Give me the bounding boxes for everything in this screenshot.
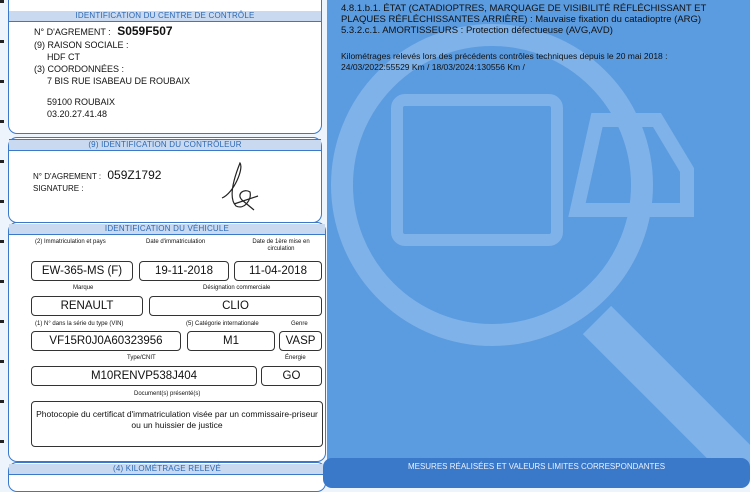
- km-history-line-2: 24/03/2022:55529 Km / 18/03/2024:130556 Km /: [341, 62, 525, 72]
- defects-list: [341, 3, 741, 36]
- controleur-agrement: [33, 168, 161, 182]
- kilometrage-header: (4) KILOMÉTRAGE RELEVÉ: [9, 464, 325, 475]
- genre-value: VASP: [279, 331, 322, 351]
- energie-label: Énergie: [285, 355, 306, 361]
- signature-label: SIGNATURE :: [33, 184, 84, 193]
- address-line2: 59100 ROUBAIX: [47, 97, 116, 107]
- vehicule-panel: [8, 222, 326, 462]
- date-immat-label: Date d'immatriculation: [146, 239, 206, 245]
- mesures-header: MESURES RÉALISÉES ET VALEURS LIMITES CORRESPONDANTES: [407, 462, 666, 471]
- address-line1: 7 BIS RUE ISABEAU DE ROUBAIX: [47, 76, 191, 86]
- date-circ-label: Date de 1ère mise en circulation: [252, 239, 310, 252]
- defect-line-1: 4.8.1.b.1. ÉTAT (CATADIOPTRES, MARQUAGE DE VISIBILITÉ RÉFLÉCHISSANT ET: [341, 3, 707, 14]
- centre-header: IDENTIFICATION DU CENTRE DE CONTRÔLE: [9, 11, 321, 22]
- controleur-agrement-value: 059Z1792: [107, 168, 162, 182]
- immat-label: (2) Immatriculation et pays: [35, 239, 106, 245]
- type-label: Type/CNIT: [127, 355, 156, 361]
- energie-value: GO: [261, 366, 322, 386]
- km-history-line-1: Kilométrages relevés lors des précédents contrôles techniques depuis le 20 mai 2018 :: [341, 51, 668, 61]
- marque-value: RENAULT: [31, 296, 143, 316]
- kilometrage-panel: [8, 462, 326, 492]
- centre-panel: [8, 0, 322, 134]
- raison-sociale-label: (9) RAISON SOCIALE :: [34, 40, 129, 50]
- date-immat-value: 19-11-2018: [139, 261, 229, 281]
- categorie-value: M1: [187, 331, 275, 351]
- vin-label: (1) N° dans la série du type (VIN): [35, 321, 124, 327]
- controleur-agrement-label: N° D'AGREMENT :: [33, 172, 102, 181]
- raison-sociale-value: HDF CT: [47, 52, 80, 62]
- defect-line-3: 5.3.2.c.1. AMORTISSEURS : Protection défectueuse (AVG,AVD): [341, 25, 613, 36]
- centre-agrement: [34, 24, 173, 38]
- centre-agrement-label: N° D'AGREMENT :: [34, 27, 111, 37]
- vehicule-header: IDENTIFICATION DU VÉHICULE: [9, 224, 325, 235]
- controleur-panel: [8, 137, 322, 223]
- km-history: [341, 51, 746, 73]
- date-circ-value: 11-04-2018: [234, 261, 322, 281]
- designation-value: CLIO: [149, 296, 322, 316]
- categorie-label: (5) Catégorie internationale: [186, 321, 259, 327]
- genre-label: Genre: [291, 321, 308, 327]
- mesures-panel: [323, 458, 750, 488]
- defects-panel: [327, 0, 750, 470]
- centre-agrement-value: S059F507: [117, 24, 173, 38]
- controleur-header: (9) IDENTIFICATION DU CONTRÔLEUR: [9, 139, 321, 151]
- documents-value: Photocopie du certificat d'immatriculation visée par un commissaire-priseur ou un huissier de justice: [31, 401, 323, 447]
- signature-mark: [214, 158, 274, 218]
- documents-label: Document(s) présenté(s): [134, 391, 201, 397]
- coordonnees-label: (3) COORDONNÉES :: [34, 64, 125, 74]
- defect-line-2: PLAQUES RÉFLÉCHISSANTES ARRIÈRE) : Mauvaise fixation du catadioptre (ARG): [341, 14, 702, 25]
- immat-value: EW-365-MS (F): [31, 261, 133, 281]
- vin-value: VF15R0J0A60323956: [31, 331, 181, 351]
- designation-label: Désignation commerciale: [203, 285, 271, 291]
- centre-phone: 03.20.27.41.48: [47, 109, 108, 119]
- marque-label: Marque: [73, 285, 94, 291]
- type-value: M10RENVP538J404: [31, 366, 257, 386]
- page-edge-marks: [0, 0, 4, 470]
